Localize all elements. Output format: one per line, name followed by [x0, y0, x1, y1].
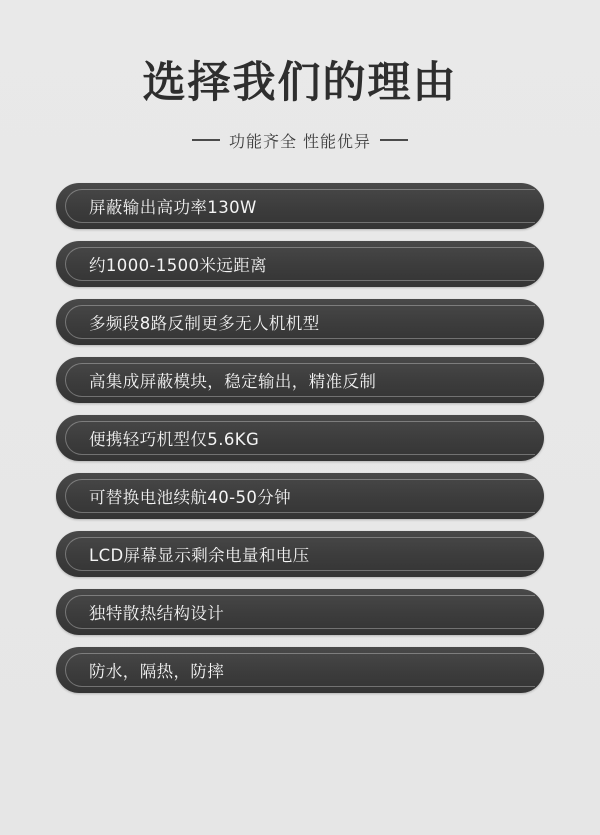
list-item: [56, 473, 544, 519]
feature-list: [0, 183, 600, 693]
subtitle-row: [0, 129, 600, 152]
page-title: 选择我们的理由: [142, 58, 458, 108]
feature-label: 独特散热结构设计: [89, 603, 225, 623]
list-item: [56, 299, 544, 345]
feature-label: 便携轻巧机型仅5.6KG: [89, 429, 260, 449]
feature-label: 多频段8路反制更多无人机机型: [89, 313, 320, 333]
feature-label: 高集成屏蔽模块，稳定输出，精准反制: [89, 371, 377, 391]
dash-left-icon: [192, 139, 220, 141]
list-item: [56, 531, 544, 577]
feature-label: LCD屏幕显示剩余电量和电压: [89, 545, 310, 565]
list-item: [56, 589, 544, 635]
page-subtitle: 功能齐全 性能优异: [228, 131, 372, 151]
feature-label: 约1000-1500米远距离: [89, 255, 268, 275]
page-header: [0, 0, 600, 152]
dash-right-icon: [380, 139, 408, 141]
list-item: [56, 183, 544, 229]
list-item: [56, 647, 544, 693]
list-item: [56, 241, 544, 287]
list-item: [56, 357, 544, 403]
feature-label: 可替换电池续航40-50分钟: [89, 487, 292, 507]
feature-label: 防水，隔热，防摔: [89, 661, 225, 681]
list-item: [56, 415, 544, 461]
feature-label: 屏蔽输出高功率130W: [89, 197, 257, 217]
